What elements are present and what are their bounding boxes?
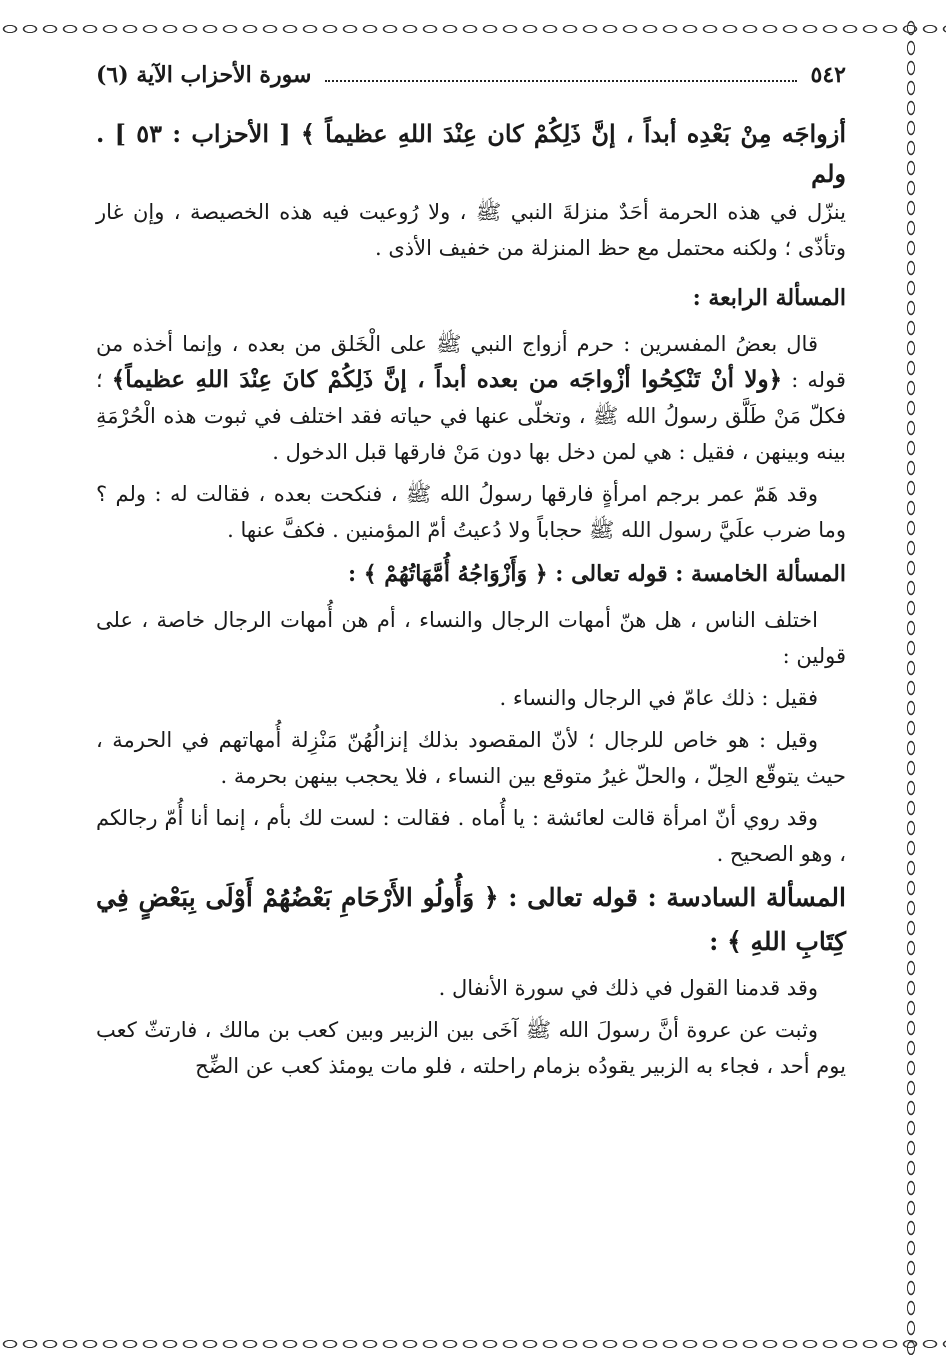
paragraph-sixth-2: وثبت عن عروة أنَّ رسولَ الله ﷺ آخَى بين الزبير وبين كعب بن مالك ، فارتثّ كعب يوم أحد ، فجاء به الزبير يقودُه بزمام راحلته ، فلو مات يومئذ كعب عن الضِّح [96, 1018, 846, 1078]
heading-fifth-issue: المسألة الخامسة : قوله تعالى : ﴿ وَأَزْوَاجُهُ أُمَّهَاتُهُمْ ﴾ : [347, 561, 846, 587]
verse-continuation: أزواجَه مِنْ بَعْدِه أبداً ، إنَّ ذَلِكُمْ كان عِنْدَ اللهِ عظيماً ﴾ [ الأحزاب : ٥٣ ] . ولم [96, 119, 846, 188]
paragraph-fifth-4: وقد روي أنّ امرأة قالت لعائشة : يا أُماه . فقالت : لست لك بأم ، إنما أنا أُمّ رجالكم ، وهو الصحيح . [96, 806, 846, 866]
decorative-border-right [900, 18, 922, 1355]
quran-quote: ﴿ولا أنْ تَنْكِحُوا أزْواجَه من بعده أبداً ، إنَّ ذَلِكُمْ كانَ عِنْدَ اللهِ عظيماً﴾ [111, 366, 783, 393]
paragraph-fourth-1-cont: ؛ فكلّ مَنْ طَلَّق رسولُ الله ﷺ ، وتخلّى عنها في حياته فقد اختلف في ثبوت هذه الْحُرْمَةِ بينه وبينهن ، فقيل : هي لمن دخل بها دون مَنْ فارقها قبل الدخول . [96, 368, 846, 464]
running-header [96, 62, 846, 110]
paragraph-fifth-3: وقيل : هو خاص للرجال ؛ لأنّ المقصود بذلك إنزالُهُنّ مَنْزِلة أُمهاتهم في الحرمة ، حيث يتوقّع الحِلّ ، والحلّ غيرُ متوقع بين النساء ، فلا يحجب بينهن بحرمة . [96, 728, 846, 788]
page-number: ٥٤٢ [810, 62, 846, 88]
running-title: سورة الأحزاب الآية (٦) [96, 62, 312, 88]
paragraph-fifth-2: فقيل : ذلك عامّ في الرجال والنساء . [499, 686, 818, 710]
paragraph-fifth-1: اختلف الناس ، هل هنّ أمهات الرجال والنساء ، أم هن أُمهات الرجال خاصة ، على قولين : [96, 608, 846, 668]
heading-sixth-issue: المسألة السادسة : قوله تعالى : ﴿ وَأُولُو الأَرْحَامِ بَعْضُهُمْ أَوْلَى بِبَعْضٍ فِي كِتَابِ اللهِ ﴾ : [96, 883, 846, 956]
heading-fourth-issue: المسألة الرابعة : [692, 285, 846, 311]
header-dot-leader [325, 66, 796, 82]
paragraph-intro: ينزّل في هذه الحرمة أحَدٌ منزلةَ النبي ﷺ ، ولا رُوعيت فيه هذه الخصيصة ، وإن غار وتأذّى ؛ ولكنه محتمل مع حظ المنزلة من خفيف الأذى . [96, 200, 846, 260]
decorative-border-bottom [0, 1333, 946, 1355]
paragraph-fourth-1 [96, 326, 846, 470]
paragraph-umar: وقد هَمّ عمر برجم امرأةٍ فارقها رسولُ الله ﷺ ، فنكحت بعده ، فقالت له : ولم ؟ وما ضرب علَيَّ رسول الله ﷺ حجاباً ولا دُعيتُ أمّ المؤمنين . فكفَّ عنها . [96, 482, 846, 542]
paragraph-fourth-1-text: قال بعضُ المفسرين : حرم أزواج النبي ﷺ على الْخَلق من بعده ، وإنما أخذه من قوله : [96, 332, 846, 392]
page-body [96, 62, 846, 1084]
paragraph-sixth-1: وقد قدمنا القول في ذلك في سورة الأنفال . [438, 976, 818, 1000]
decorative-border-top [0, 18, 946, 40]
